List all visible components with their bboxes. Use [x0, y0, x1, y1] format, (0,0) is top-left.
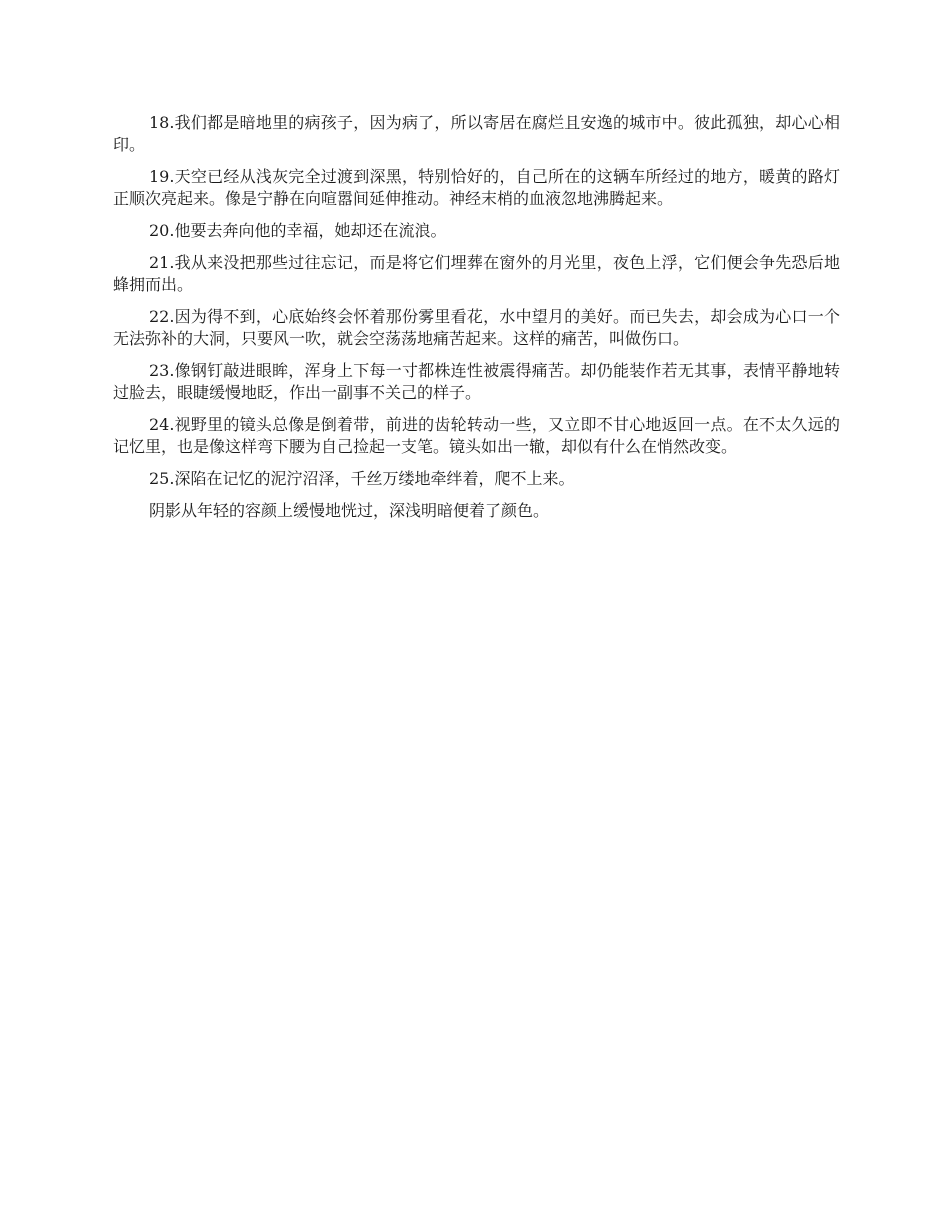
paragraph-25: 25.深陷在记忆的泥泞沼泽，千丝万缕地牵绊着，爬不上来。 [149, 469, 575, 488]
paragraph-21: 21.我从来没把那些过往忘记，而是将它们埋葬在窗外的月光里，夜色上浮，它们便会争先恐后地蜂拥而出。 [113, 253, 840, 294]
paragraph-closing: 阴影从年轻的容颜上缓慢地恍过，深浅明暗便着了颜色。 [149, 501, 550, 520]
paragraph-19: 19.天空已经从浅灰完全过渡到深黑，特别恰好的，自己所在的这辆车所经过的地方，暖黄的路灯正顺次亮起来。像是宁静在向喧嚣间延伸推动。神经末梢的血液忽地沸腾起来。 [113, 167, 840, 208]
paragraph-18: 18.我们都是暗地里的病孩子，因为病了，所以寄居在腐烂且安逸的城市中。彼此孤独，却心心相印。 [113, 113, 840, 154]
paragraph-24: 24.视野里的镜头总像是倒着带，前进的齿轮转动一些，又立即不甘心地返回一点。在不太久远的记忆里，也是像这样弯下腰为自己捡起一支笔。镜头如出一辙，却似有什么在悄然改变。 [113, 415, 840, 456]
document-body [113, 112, 840, 532]
paragraph-23: 23.像钢钉敲进眼眸，浑身上下每一寸都株连性被震得痛苦。却仍能装作若无其事，表情平静地转过脸去，眼睫缓慢地眨，作出一副事不关己的样子。 [113, 361, 840, 402]
paragraph-20: 20.他要去奔向他的幸福，她却还在流浪。 [149, 221, 447, 240]
paragraph-22: 22.因为得不到，心底始终会怀着那份雾里看花，水中望月的美好。而已失去，却会成为心口一个无法弥补的大洞，只要风一吹，就会空荡荡地痛苦起来。这样的痛苦，叫做伤口。 [113, 307, 840, 348]
